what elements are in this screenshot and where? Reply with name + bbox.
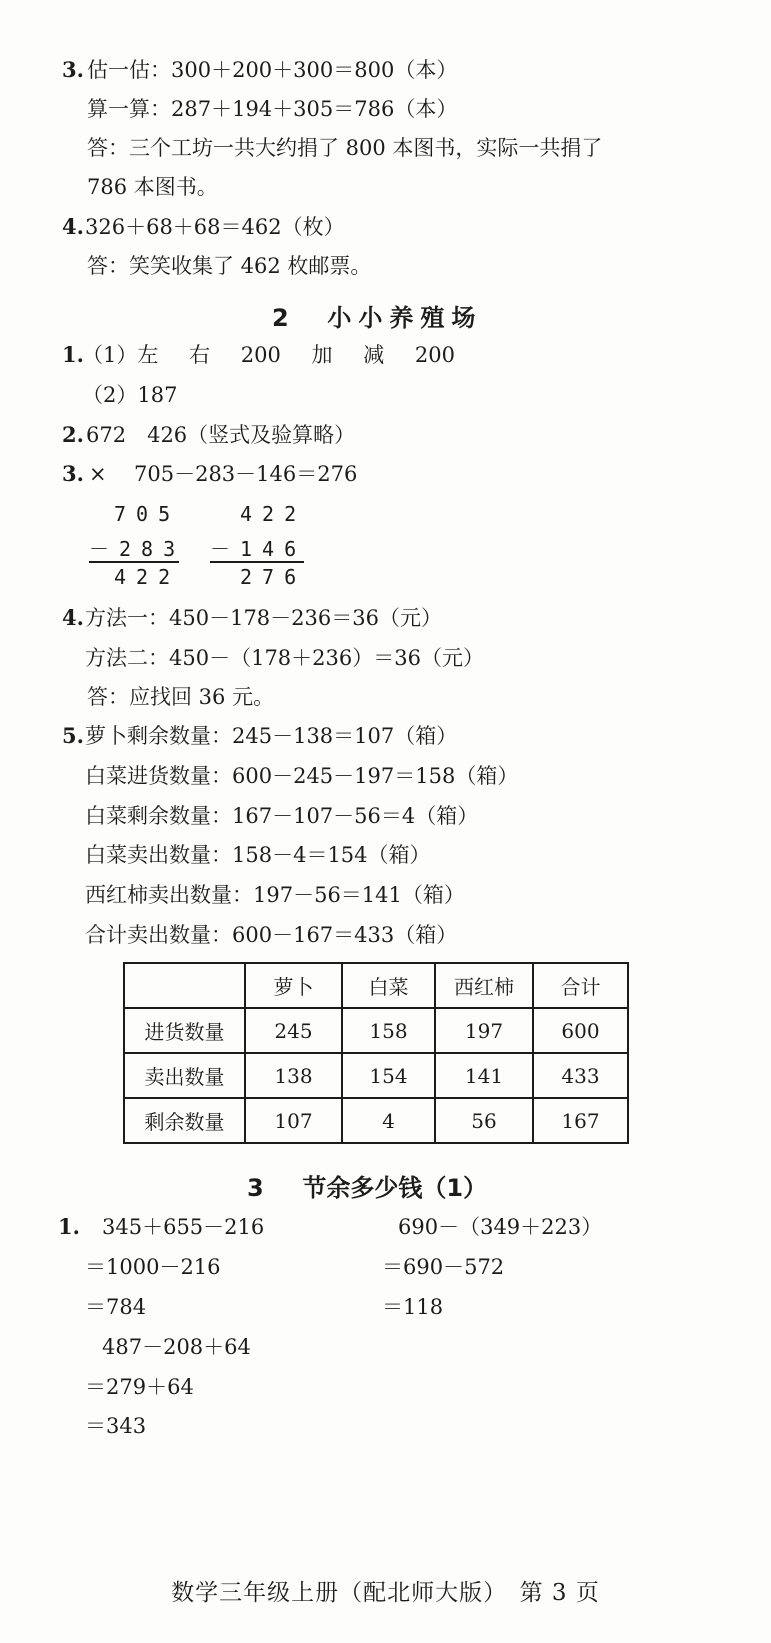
question-number: 4. [62,605,84,630]
table-cell: 107 [245,1098,342,1143]
section-number: 2 [272,304,289,332]
vertical-calc-result: 422 [114,565,181,589]
part-label: （1） [82,343,138,367]
blank-answer: 200 [414,343,455,367]
question-number: 1. [62,342,84,367]
table-cell: 167 [533,1098,628,1143]
blank-answer: 右 [189,343,211,367]
table-row-label: 剩余数量 [124,1098,245,1143]
table-cell: 56 [435,1098,533,1143]
calc-step: ＝784 [85,1295,147,1319]
answer-line-cont: 786 本图书。 [87,175,218,199]
section-heading [272,298,482,333]
table-header-cell [124,963,245,1008]
vertical-calc-top: 705 [114,502,181,526]
calc-step: ＝118 [382,1295,444,1319]
section-number: 3 [247,1174,264,1202]
calc-step: 345＋655－216 [102,1215,265,1239]
calc-line: 白菜卖出数量：158－4＝154（箱） [85,843,431,867]
table-row [124,1008,628,1053]
table-header-row [124,963,628,1008]
section-heading [247,1168,487,1203]
answer-line: 672 426（竖式及验算略） [86,423,356,447]
stock-table [123,962,629,1144]
fill-blank-line: （2）187 [82,383,178,407]
estimate-line: 估一估：300＋200＋300＝800（本） [87,58,458,82]
page-footer: 数学三年级上册（配北师大版） 第 3 页 [171,1580,600,1606]
section-title: 节余多少钱（1） [302,1174,488,1202]
table-header-cell: 萝卜 [245,963,342,1008]
table-row-label: 卖出数量 [124,1053,245,1098]
table-cell: 138 [245,1053,342,1098]
calc-step: ＝1000－216 [85,1255,221,1279]
table-cell: 433 [533,1053,628,1098]
table-header-cell: 白菜 [342,963,435,1008]
table-row [124,1053,628,1098]
calc-step: ＝690－572 [382,1255,505,1279]
calc-line: 西红柿卖出数量：197－56＝141（箱） [85,883,465,907]
table-cell: 141 [435,1053,533,1098]
expression-line: 326＋68＋68＝462（枚） [85,215,345,239]
calc-line: 算一算：287＋194＋305＝786（本） [87,97,458,121]
vertical-calc-subtrahend: －146 [210,537,307,561]
question-number: 5. [62,723,84,748]
question-number: 4. [62,214,84,239]
table-row [124,1098,628,1143]
fill-blank-line [82,342,455,368]
answer-line: 答：三个工坊一共大约捐了 800 本图书，实际一共捐了 [87,136,603,160]
calc-step: ＝343 [85,1414,147,1438]
calc-step: 690－（349＋223） [398,1215,603,1239]
calc-rule [89,561,179,563]
calc-rule [210,561,304,563]
question-number: 3. [62,461,84,486]
table-row-label: 进货数量 [124,1008,245,1053]
calc-step: ＝279＋64 [85,1375,194,1399]
calc-line: 合计卖出数量：600－167＝433（箱） [85,923,458,947]
wrong-mark: × [89,462,107,486]
method-line: 方法一：450－178－236＝36（元） [85,606,442,630]
table-cell: 600 [533,1008,628,1053]
table-cell: 197 [435,1008,533,1053]
vertical-calc-subtrahend: －283 [89,537,186,561]
expression-line: 705－283－146＝276 [134,462,358,486]
vertical-calc-result: 276 [240,565,307,589]
blank-answer: 加 [311,343,333,367]
question-number: 2. [62,422,84,447]
table-header-cell: 西红柿 [435,963,533,1008]
blank-answer: 减 [363,343,385,367]
blank-answer: 左 [137,343,159,367]
method-line: 方法二：450－（178＋236）＝36（元） [85,646,484,670]
calc-line: 白菜进货数量：600－245－197＝158（箱） [85,764,519,788]
vertical-calc-top: 422 [240,502,307,526]
table-cell: 245 [245,1008,342,1053]
calc-step: 487－208＋64 [102,1335,251,1359]
table-header-cell: 合计 [533,963,628,1008]
section-title: 小小养殖场 [327,304,483,332]
table-cell: 158 [342,1008,435,1053]
blank-answer: 200 [240,343,281,367]
answer-line: 答：笑笑收集了 462 枚邮票。 [87,254,372,278]
calc-line: 萝卜剩余数量：245－138＝107（箱） [85,724,458,748]
calc-line: 白菜剩余数量：167－107－56＝4（箱） [85,804,479,828]
table-cell: 154 [342,1053,435,1098]
question-number: 3. [62,57,84,82]
question-number: 1. [58,1214,80,1239]
table-cell: 4 [342,1098,435,1143]
answer-line: 答：应找回 36 元。 [87,685,275,709]
